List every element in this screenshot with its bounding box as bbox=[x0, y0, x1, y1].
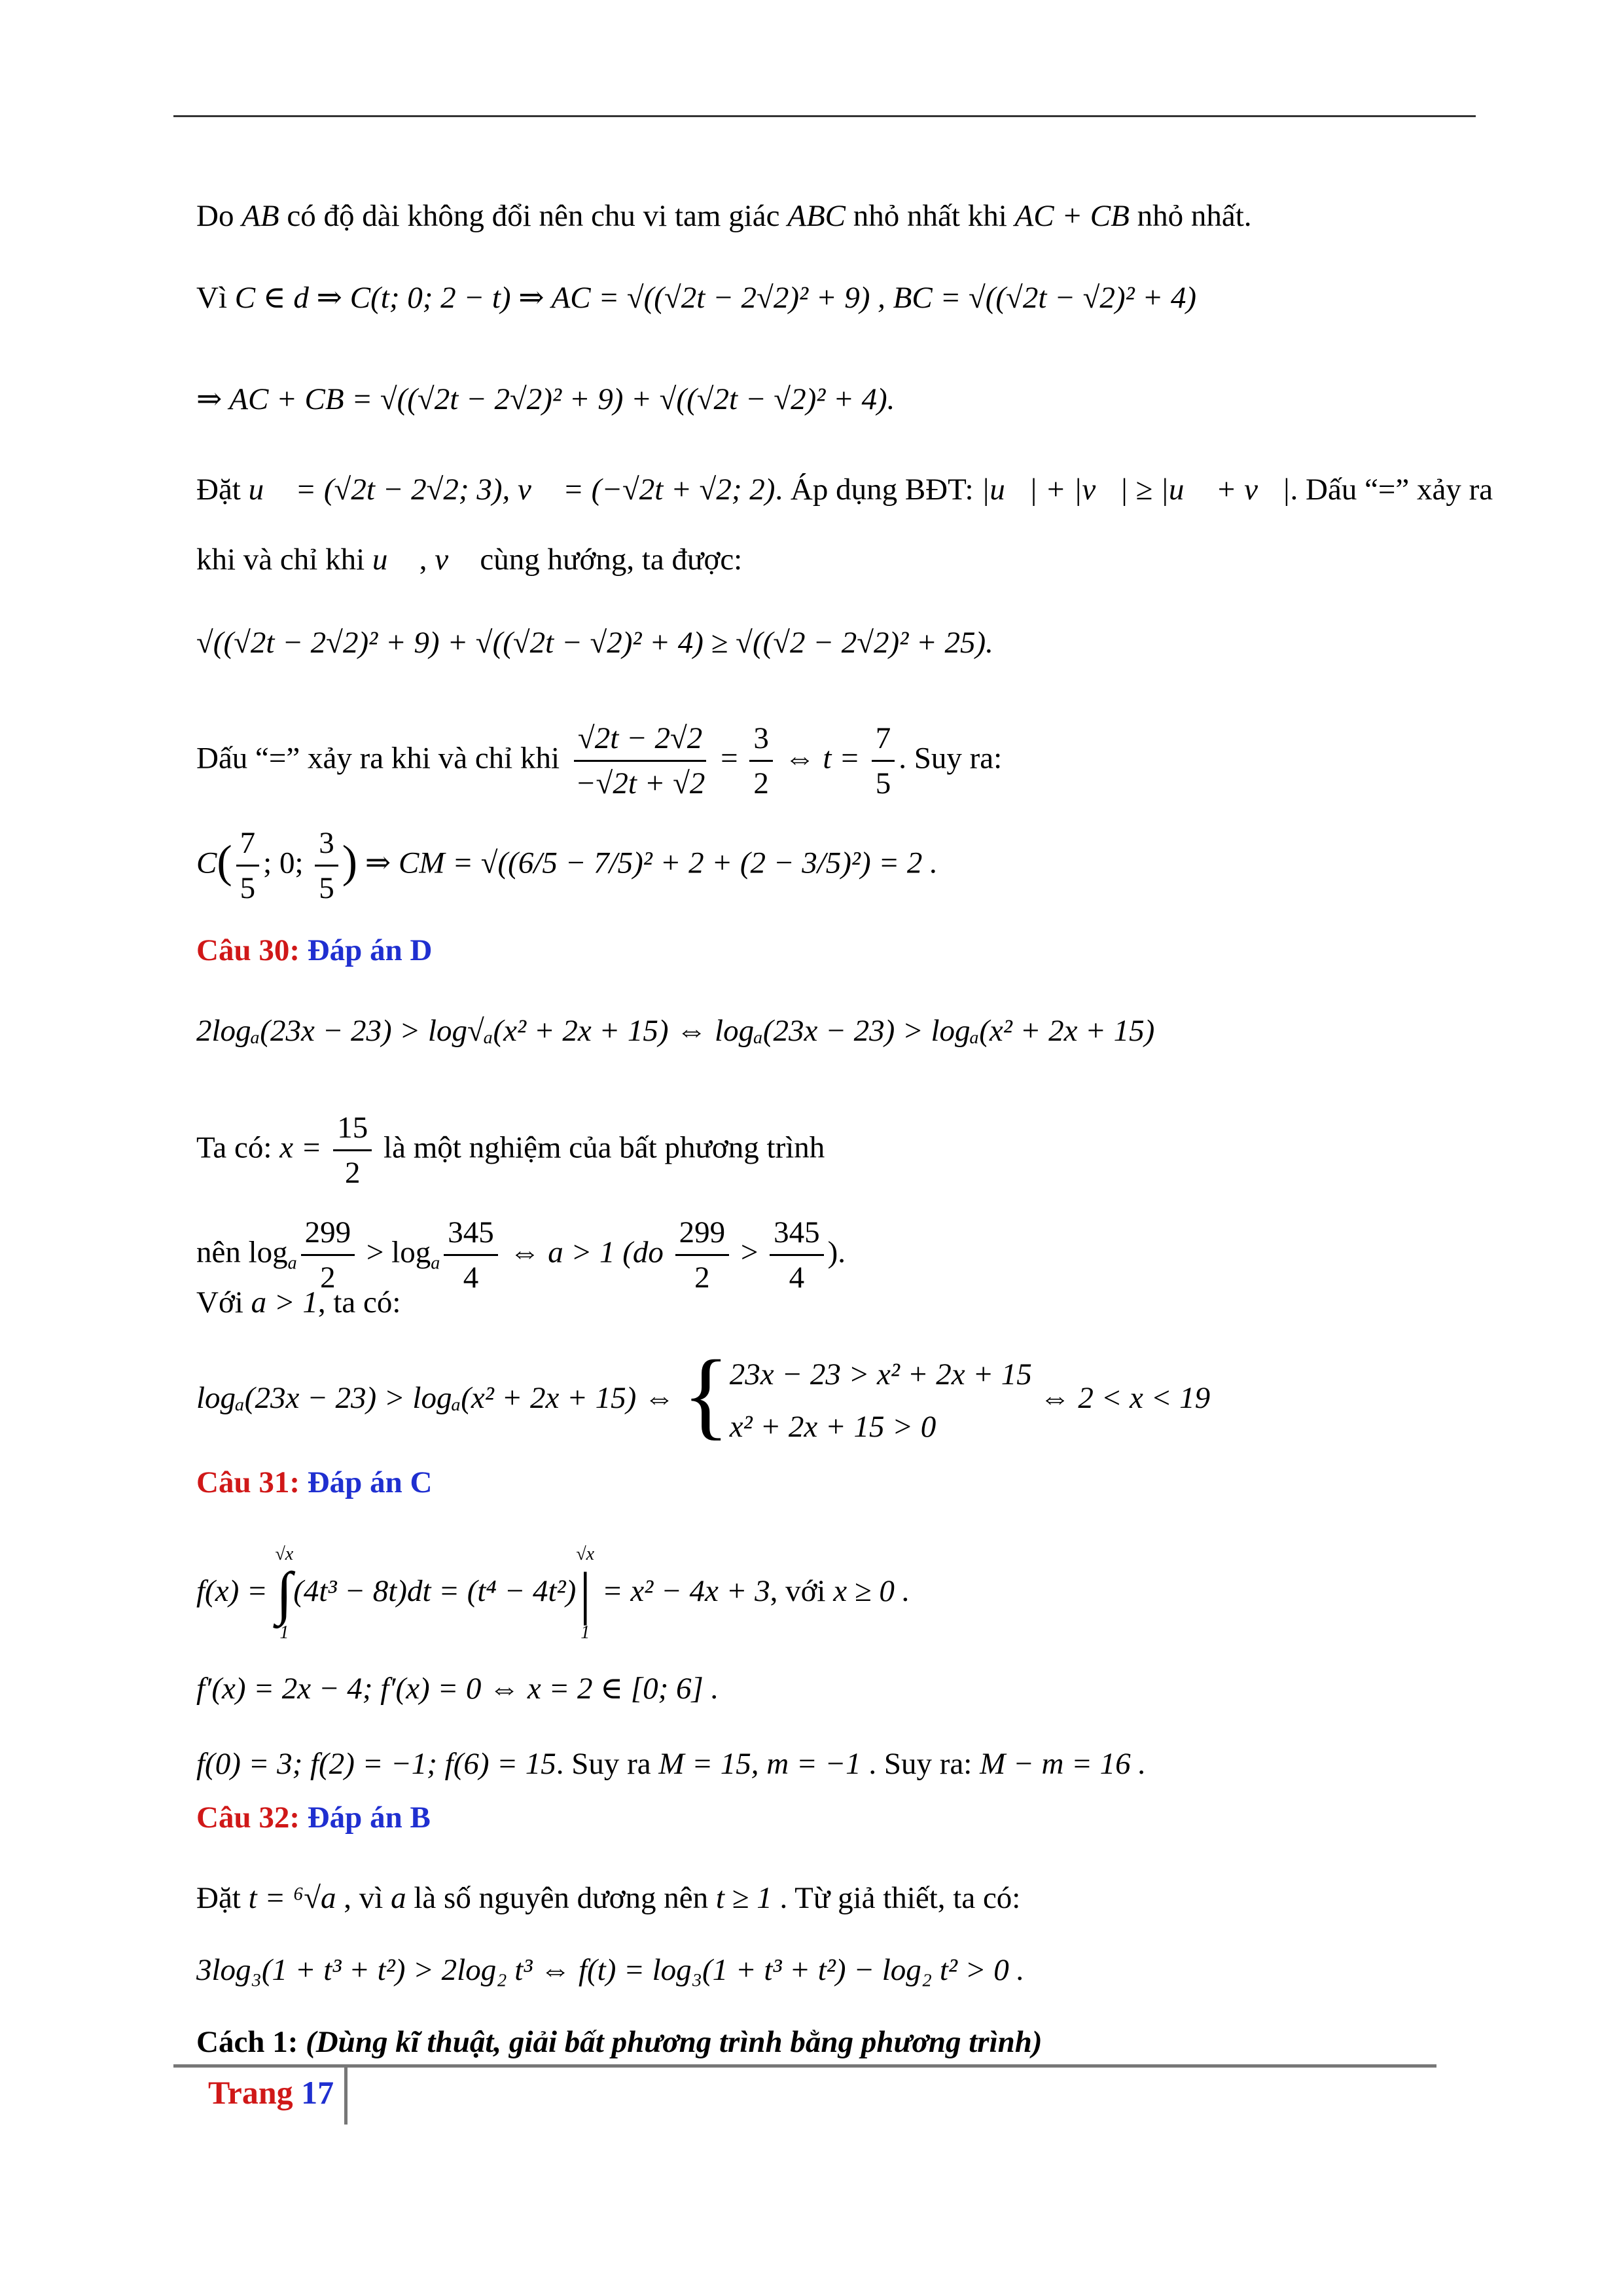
system-line-2: x² + 2x + 15 > 0 bbox=[729, 1410, 936, 1444]
fraction bbox=[315, 821, 338, 910]
text: = bbox=[713, 741, 746, 776]
lower-limit: 1 bbox=[580, 1623, 590, 1643]
math-expression: f′(x) = 2x − 4; f′(x) = 0 ⇔ x = 2 ∈ [0; 6] . bbox=[196, 1672, 719, 1706]
math-condition: t ≥ 1 bbox=[715, 1881, 772, 1915]
math-text: ⇔ t = bbox=[776, 741, 868, 776]
text: . Suy ra bbox=[556, 1747, 659, 1781]
page-label: Trang bbox=[208, 2074, 302, 2111]
math-result: M − m = 16 . bbox=[980, 1747, 1147, 1781]
paragraph-13 bbox=[196, 1340, 1211, 1453]
text: . Dấu “=” xảy ra bbox=[1290, 473, 1493, 507]
denominator: 5 bbox=[875, 766, 891, 800]
text: > bbox=[733, 1235, 766, 1270]
math-expression: √((√2t − 2√2)² + 9) + √((√2t − √2)² + 4) ≥ √((√2 − 2√2)² + 25). bbox=[196, 626, 993, 660]
math-result: ⇔ 2 < x < 19 bbox=[1031, 1380, 1211, 1415]
math-condition: x ≥ 0 . bbox=[833, 1573, 910, 1608]
paragraph-14 bbox=[196, 1541, 910, 1646]
fraction bbox=[571, 717, 709, 805]
answer-label: Đáp án C bbox=[307, 1465, 433, 1499]
answer-label: Đáp án B bbox=[307, 1801, 431, 1835]
question-31-heading bbox=[196, 1465, 432, 1500]
paragraph-3 bbox=[196, 380, 895, 419]
question-label: Câu 31: bbox=[196, 1465, 308, 1499]
text: khi và chỉ khi bbox=[196, 543, 372, 577]
denominator: 2 bbox=[320, 1261, 336, 1295]
paragraph-9 bbox=[196, 1011, 1154, 1050]
upper-limit: √x bbox=[275, 1544, 294, 1564]
math-u: u⃗ bbox=[372, 543, 412, 577]
method-description: (Dùng kĩ thuật, giải bất phương trình bằng phương trình) bbox=[306, 2025, 1043, 2059]
text: , ta có: bbox=[317, 1285, 401, 1319]
paragraph-16 bbox=[196, 1744, 1146, 1784]
text: Dấu “=” xảy ra khi và chỉ khi bbox=[196, 741, 567, 776]
evaluation-bar bbox=[576, 1541, 594, 1646]
math-sum: AC + CB bbox=[1014, 199, 1130, 233]
paren: ( bbox=[217, 836, 232, 888]
fraction bbox=[770, 1211, 824, 1299]
math-vectors: u⃗ = (√2t − 2√2; 3), v⃗ = (−√2t + √2; 2) bbox=[248, 473, 776, 507]
question-30-heading bbox=[196, 933, 432, 968]
numerator: 3 bbox=[749, 717, 773, 762]
math-expression: 2logₐ(23x − 23) > log√ₐ(x² + 2x + 15) ⇔ logₐ(23x − 23) > logₐ(x² + 2x + 15) bbox=[196, 1014, 1155, 1048]
paragraph-12 bbox=[196, 1283, 401, 1322]
lower-limit: 1 bbox=[279, 1623, 289, 1643]
bar-symbol: | bbox=[579, 1561, 592, 1626]
numerator: √2t − 2√2 bbox=[574, 717, 706, 762]
text: cùng hướng, ta được: bbox=[472, 543, 743, 577]
denominator: 2 bbox=[753, 766, 769, 800]
math-expression: f(0) = 3; f(2) = −1; f(6) = 15 bbox=[196, 1747, 556, 1781]
math-inequality: |u⃗| + |v⃗| ≥ |u⃗ + v⃗| bbox=[981, 473, 1291, 507]
numerator: 7 bbox=[236, 821, 260, 867]
paragraph-15 bbox=[196, 1669, 719, 1708]
denominator: 2 bbox=[694, 1261, 710, 1295]
text: có độ dài không đổi nên chu vi tam giác bbox=[279, 199, 788, 233]
text: Vì bbox=[196, 281, 235, 315]
numerator: 3 bbox=[315, 821, 338, 867]
math-expression: logₐ(23x − 23) > logₐ(x² + 2x + 15) ⇔ bbox=[196, 1380, 683, 1415]
log-base: a bbox=[287, 1253, 297, 1274]
question-label: Câu 30: bbox=[196, 933, 308, 967]
text: > log bbox=[359, 1235, 431, 1270]
math-text: f(x) = bbox=[196, 1573, 276, 1608]
footer-rule bbox=[173, 2064, 1436, 2068]
paragraph-8 bbox=[196, 821, 938, 910]
paragraph-7 bbox=[196, 717, 1002, 805]
text: nên log bbox=[196, 1235, 288, 1270]
math-ab: AB bbox=[241, 199, 279, 233]
text: ; 0; bbox=[263, 846, 312, 880]
fraction bbox=[675, 1211, 730, 1299]
text: , vì bbox=[336, 1881, 391, 1915]
page-number: 17 bbox=[301, 2074, 334, 2111]
paragraph-4 bbox=[196, 470, 1493, 509]
paragraph-5 bbox=[196, 540, 742, 579]
paragraph-10 bbox=[196, 1106, 825, 1194]
paragraph-2 bbox=[196, 278, 1196, 317]
fraction bbox=[333, 1106, 372, 1194]
text: nhỏ nhất khi bbox=[846, 199, 1015, 233]
system-brace: { bbox=[682, 1340, 730, 1449]
denominator: 5 bbox=[240, 871, 256, 905]
numerator: 345 bbox=[444, 1211, 498, 1256]
math-condition: a > 1 bbox=[251, 1285, 318, 1319]
math-text: = x² − 4x + 3 bbox=[594, 1573, 770, 1608]
fraction bbox=[444, 1211, 498, 1299]
integral-sign bbox=[275, 1541, 293, 1646]
paragraph-17 bbox=[196, 1878, 1020, 1918]
answer-label: Đáp án D bbox=[307, 933, 433, 967]
denominator: −√2t + √2 bbox=[575, 766, 705, 800]
text: Ta có: bbox=[196, 1130, 280, 1165]
denominator: 4 bbox=[789, 1261, 805, 1295]
text: Do bbox=[196, 199, 242, 233]
paragraph-1 bbox=[196, 196, 1252, 236]
numerator: 15 bbox=[333, 1106, 372, 1151]
text: . Từ giả thiết, ta có: bbox=[772, 1881, 1021, 1915]
text: ). bbox=[827, 1235, 846, 1270]
paragraph-19 bbox=[196, 2022, 1043, 2062]
numerator: 299 bbox=[675, 1211, 730, 1256]
math-text: ⇔ a > 1 (do bbox=[501, 1235, 671, 1270]
paragraph-6 bbox=[196, 623, 993, 662]
math-expression: ⇒ AC + CB = √((√2t − 2√2)² + 9) + √((√2t − √2)² + 4). bbox=[196, 382, 895, 416]
fraction bbox=[749, 717, 773, 805]
system-line-1: 23x − 23 > x² + 2x + 15 bbox=[729, 1357, 1032, 1391]
text: . Suy ra: bbox=[899, 741, 1003, 776]
question-32-heading bbox=[196, 1800, 431, 1835]
text: . Áp dụng BĐT: bbox=[775, 473, 982, 507]
math-abc: ABC bbox=[787, 199, 846, 233]
text: nhỏ nhất. bbox=[1129, 199, 1252, 233]
math-text: x = bbox=[279, 1130, 330, 1165]
text: là một nghiệm của bất phương trình bbox=[376, 1130, 825, 1165]
paren: ) bbox=[342, 836, 358, 888]
question-label: Câu 32: bbox=[196, 1801, 308, 1835]
math-c: C bbox=[196, 846, 217, 880]
numerator: 345 bbox=[770, 1211, 824, 1256]
math-expression: √((6/5 − 7/5)² + 2 + (2 − 3/5)²) = 2 . bbox=[480, 846, 938, 880]
fraction bbox=[236, 821, 260, 910]
paragraph-18 bbox=[196, 1950, 1024, 1990]
numerator: 7 bbox=[872, 717, 895, 762]
numerator: 299 bbox=[301, 1211, 355, 1256]
integral-symbol: ∫ bbox=[276, 1561, 293, 1626]
page-footer bbox=[208, 2073, 334, 2111]
math-expression: C ∈ d ⇒ C(t; 0; 2 − t) ⇒ AC = √((√2t − 2√2)² + 9) , BC = √((√2t − √2)² + 4) bbox=[234, 281, 1197, 315]
denominator: 4 bbox=[463, 1261, 479, 1295]
text: Đặt bbox=[196, 1881, 249, 1915]
method-label: Cách 1: bbox=[196, 2025, 306, 2059]
math-a: a bbox=[391, 1881, 406, 1915]
math-text: ⇒ CM = bbox=[357, 846, 481, 880]
math-root: t = ⁶√a bbox=[248, 1881, 336, 1915]
denominator: 5 bbox=[319, 871, 334, 905]
math-values: M = 15, m = −1 bbox=[658, 1747, 861, 1781]
denominator: 2 bbox=[345, 1156, 361, 1190]
text: , bbox=[411, 543, 435, 577]
log-base: a bbox=[431, 1253, 440, 1274]
math-integrand: (4t³ − 8t)dt = (t⁴ − 4t²) bbox=[293, 1573, 577, 1608]
text: , với bbox=[770, 1573, 834, 1608]
text: . Suy ra: bbox=[861, 1747, 980, 1781]
math-expression: 3log₃(1 + t³ + t²) > 2log₂ t³ ⇔ f(t) = log₃(1 + t³ + t²) − log₂ t² > 0 . bbox=[196, 1953, 1025, 1987]
upper-limit: √x bbox=[576, 1544, 595, 1564]
header-rule bbox=[173, 115, 1476, 117]
system bbox=[730, 1348, 1032, 1453]
text: Với bbox=[196, 1285, 251, 1319]
text: là số nguyên dương nên bbox=[406, 1881, 716, 1915]
text: Đặt bbox=[196, 473, 249, 507]
fraction bbox=[872, 717, 895, 805]
math-v: v⃗ bbox=[435, 543, 473, 577]
footer-divider bbox=[344, 2067, 348, 2125]
